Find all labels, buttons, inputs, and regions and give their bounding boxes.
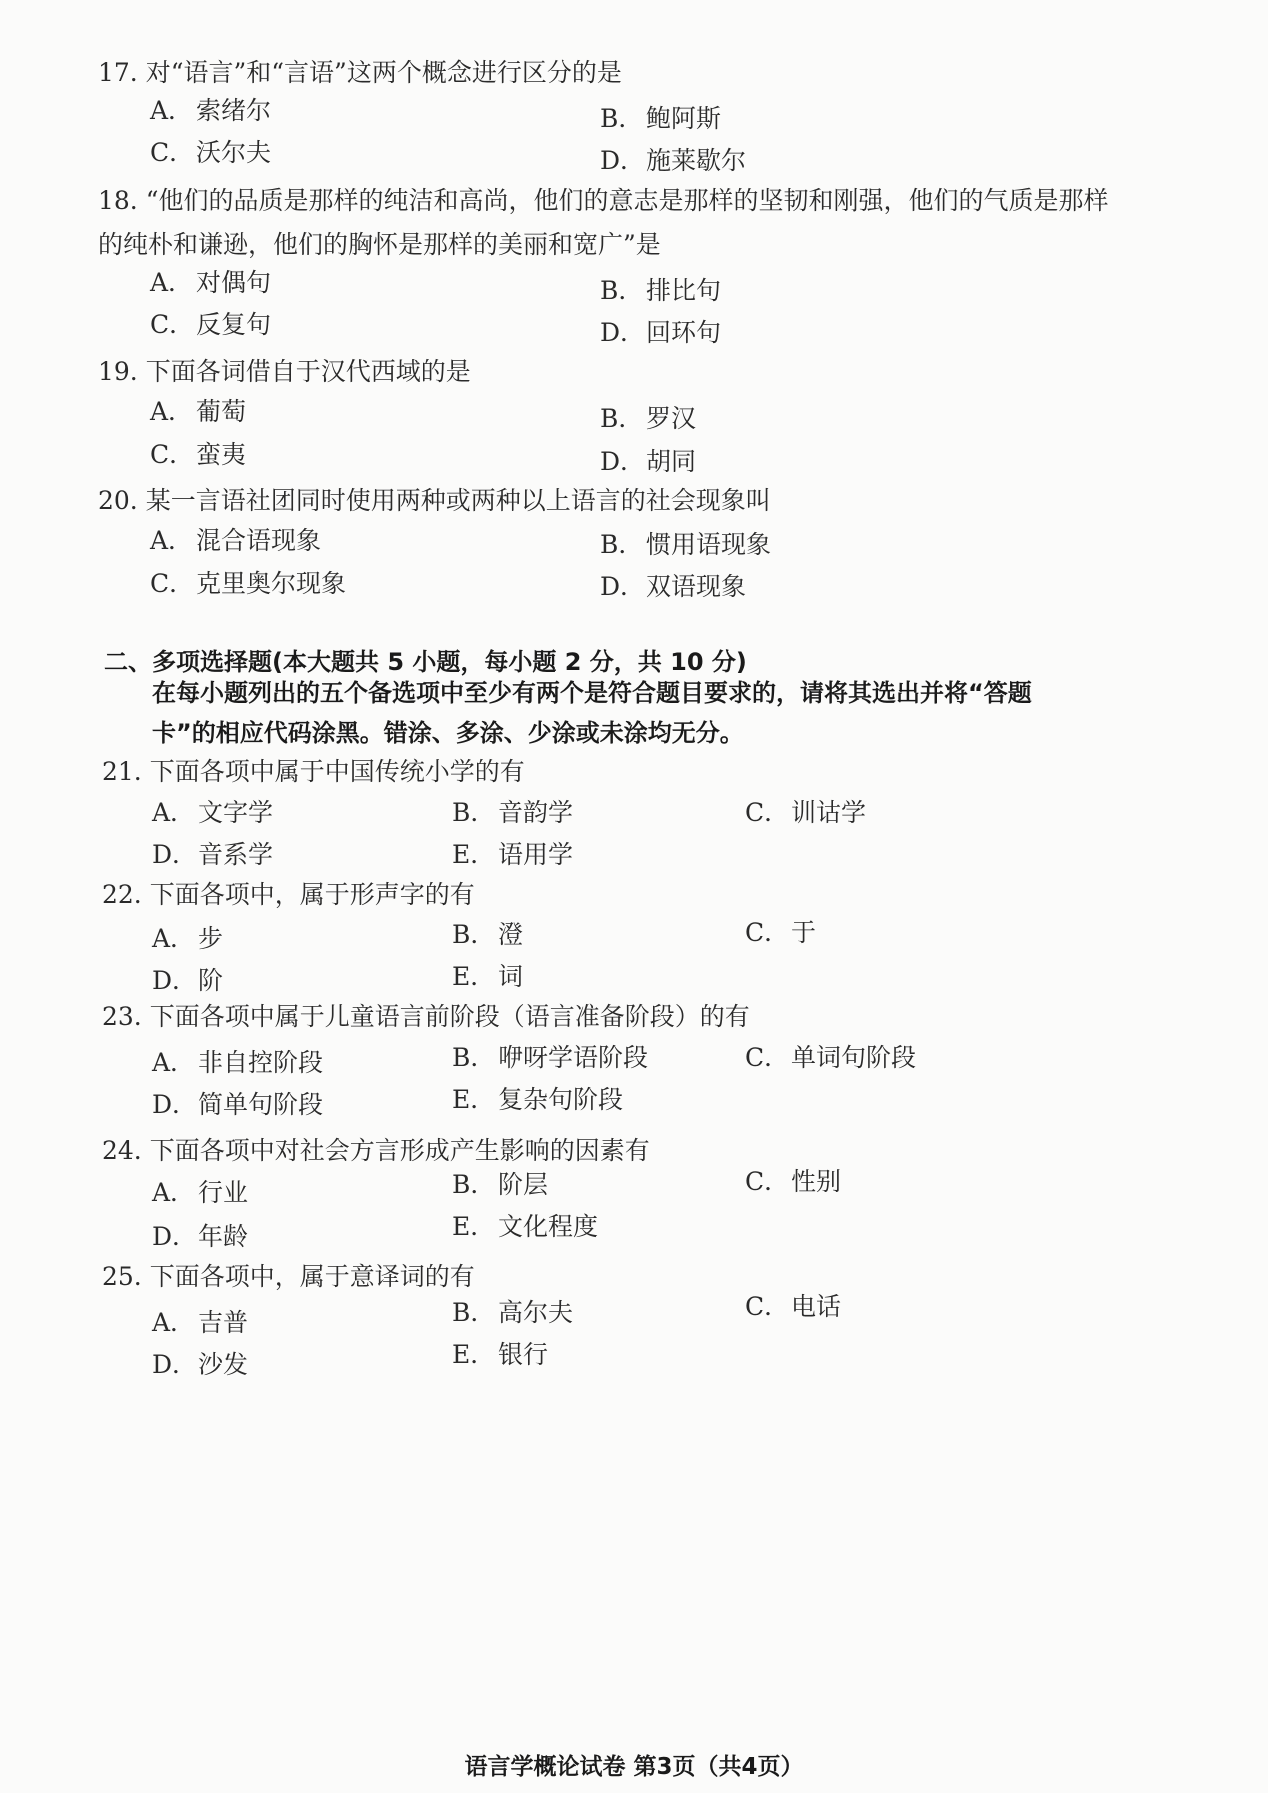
q23-option-e: E． 复杂句阶段 — [452, 1085, 624, 1114]
q19-option-a: A． 葡萄 — [150, 397, 247, 426]
q17-option-b: B． 鲍阿斯 — [600, 104, 722, 133]
question-18-stem-line1: 18. “他们的品质是那样的纯洁和高尚，他们的意志是那样的坚韧和刚强，他们的气质是那样 — [98, 186, 1109, 215]
section-2-instruction-line2: 卡”的相应代码涂黑。错涂、多涂、少涂或未涂均无分。 — [152, 719, 744, 747]
q22-option-c: C．于 — [745, 918, 817, 947]
q24-option-e: E． 文化程度 — [452, 1212, 599, 1241]
q24-option-c: C．性别 — [745, 1167, 842, 1196]
q22-option-d: D．阶 — [152, 966, 224, 995]
question-17-stem: 17. 对“语言”和“言语”这两个概念进行区分的是 — [98, 58, 622, 87]
q18-option-c: C．反复句 — [150, 310, 272, 339]
q20-option-a: A． 混合语现象 — [150, 526, 322, 555]
q23-option-c: C．单词句阶段 — [745, 1043, 917, 1072]
q25-option-c: C．电话 — [745, 1292, 842, 1321]
q17-option-d: D．施莱歇尔 — [600, 146, 747, 175]
q21-option-d: D．音系学 — [152, 840, 274, 869]
q21-option-c: C．训诂学 — [745, 798, 867, 827]
section-2-title: 二、多项选择题(本大题共 5 小题，每小题 2 分，共 10 分) — [104, 648, 747, 676]
section-2-instruction-line1: 在每小题列出的五个备选项中至少有两个是符合题目要求的，请将其选出并将“答题 — [152, 679, 1032, 707]
question-20-stem: 20. 某一言语社团同时使用两种或两种以上语言的社会现象叫 — [98, 486, 771, 515]
q19-option-b: B． 罗汉 — [600, 404, 697, 433]
q24-option-b: B． 阶层 — [452, 1170, 549, 1199]
question-23-stem: 23. 下面各项中属于儿童语言前阶段（语言准备阶段）的有 — [102, 1002, 750, 1031]
q22-option-e: E． 词 — [452, 962, 524, 991]
q20-option-c: C．克里奥尔现象 — [150, 569, 347, 598]
q23-option-a: A． 非自控阶段 — [152, 1048, 324, 1077]
q19-option-d: D．胡同 — [600, 447, 697, 476]
question-18-stem-line2: 的纯朴和谦逊，他们的胸怀是那样的美丽和宽广”是 — [98, 230, 661, 259]
q20-option-b: B． 惯用语现象 — [600, 530, 772, 559]
question-21-stem: 21. 下面各项中属于中国传统小学的有 — [102, 757, 525, 786]
q23-option-d: D．简单句阶段 — [152, 1090, 324, 1119]
question-25-stem: 25. 下面各项中，属于意译词的有 — [102, 1262, 475, 1291]
q25-option-a: A． 吉普 — [152, 1308, 249, 1337]
q19-option-c: C．蛮夷 — [150, 440, 247, 469]
q25-option-d: D．沙发 — [152, 1350, 249, 1379]
q25-option-b: B． 高尔夫 — [452, 1298, 574, 1327]
question-19-stem: 19. 下面各词借自于汉代西域的是 — [98, 357, 471, 386]
q21-option-a: A． 文字学 — [152, 798, 274, 827]
q17-option-c: C．沃尔夫 — [150, 138, 272, 167]
q20-option-d: D．双语现象 — [600, 572, 747, 601]
question-24-stem: 24. 下面各项中对社会方言形成产生影响的因素有 — [102, 1136, 650, 1165]
page-footer: 语言学概论试卷 第3页（共4页） — [464, 1754, 804, 1780]
q22-option-b: B． 澄 — [452, 920, 524, 949]
q18-option-b: B． 排比句 — [600, 276, 722, 305]
q18-option-d: D．回环句 — [600, 318, 722, 347]
q22-option-a: A． 步 — [152, 924, 224, 953]
question-22-stem: 22. 下面各项中，属于形声字的有 — [102, 880, 475, 909]
q17-option-a: A． 索绪尔 — [150, 96, 272, 125]
q21-option-b: B． 音韵学 — [452, 798, 574, 827]
q23-option-b: B． 咿呀学语阶段 — [452, 1043, 649, 1072]
q24-option-d: D．年龄 — [152, 1222, 249, 1251]
q24-option-a: A． 行业 — [152, 1178, 249, 1207]
q18-option-a: A． 对偶句 — [150, 268, 272, 297]
q25-option-e: E． 银行 — [452, 1340, 549, 1369]
q21-option-e: E． 语用学 — [452, 840, 574, 869]
